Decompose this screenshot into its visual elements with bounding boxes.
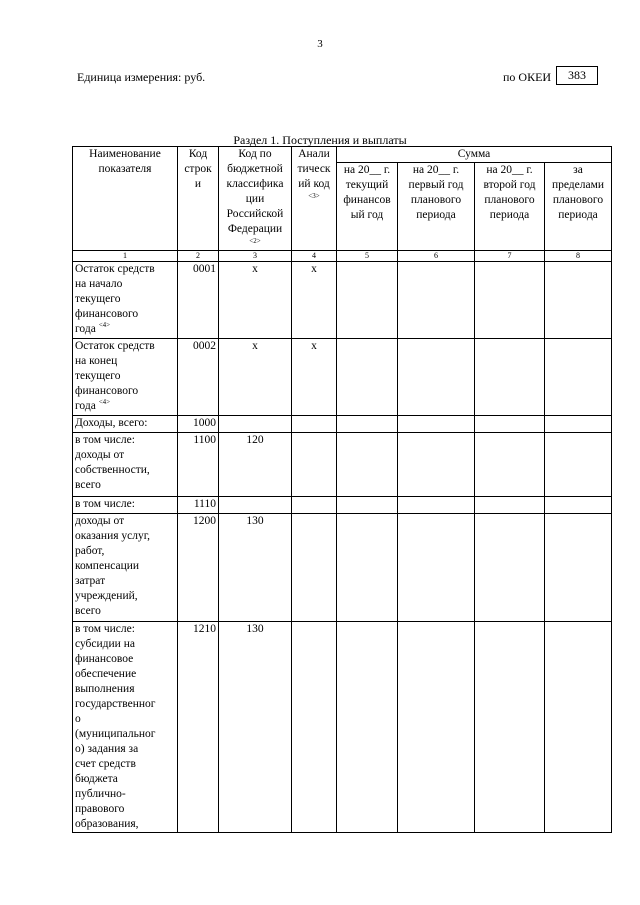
sum-cell[interactable] — [475, 262, 545, 339]
okei-label: по ОКЕИ — [503, 70, 552, 84]
row-analytic-code — [292, 416, 337, 433]
row-analytic-code — [292, 514, 337, 622]
row-name: Доходы, всего: — [73, 416, 178, 433]
sum-cell[interactable] — [475, 416, 545, 433]
row-name: в том числе: доходы от собственности, всего — [73, 433, 178, 497]
header-name: Наименование показателя — [73, 147, 178, 251]
sum-cell[interactable] — [545, 416, 612, 433]
sum-cell[interactable] — [475, 497, 545, 514]
column-number: 3 — [219, 251, 292, 262]
row-code: 1000 — [178, 416, 219, 433]
sum-cell[interactable] — [545, 339, 612, 416]
header-budget-code-text: Код по бюджетной классифика ции Российской Федерации — [226, 148, 284, 235]
row-name-text: Остаток средств на начало текущего финансового года — [75, 263, 155, 335]
column-number: 2 — [178, 251, 219, 262]
column-number-row — [73, 251, 612, 262]
header-budget-code — [219, 147, 292, 251]
header-code: Код строк и — [178, 147, 219, 251]
row-budget-code — [219, 416, 292, 433]
row-budget-code: 130 — [219, 514, 292, 622]
section-title: Раздел 1. Поступления и выплаты — [233, 133, 407, 147]
sum-cell[interactable] — [337, 622, 398, 833]
header-analytic — [292, 147, 337, 251]
sum-cell[interactable] — [545, 433, 612, 497]
table-row — [73, 339, 612, 416]
header-year-2: на 20__ г. первый год планового периода — [398, 163, 475, 251]
row-budget-code — [219, 497, 292, 514]
row-note: <4> — [98, 398, 111, 406]
sum-cell[interactable] — [545, 262, 612, 339]
header-analytic-text: Анали тическ ий код — [297, 148, 331, 190]
sum-cell[interactable] — [545, 622, 612, 833]
row-budget-code: х — [219, 339, 292, 416]
row-code: 1100 — [178, 433, 219, 497]
table-row — [73, 497, 612, 514]
sum-cell[interactable] — [398, 416, 475, 433]
header-beyond: за пределами планового периода — [545, 163, 612, 251]
row-budget-code: х — [219, 262, 292, 339]
row-analytic-code — [292, 622, 337, 833]
sum-cell[interactable] — [475, 622, 545, 833]
row-analytic-code: х — [292, 339, 337, 416]
column-number: 6 — [398, 251, 475, 262]
row-analytic-code — [292, 433, 337, 497]
header-year-3: на 20__ г. второй год планового периода — [475, 163, 545, 251]
column-number: 7 — [475, 251, 545, 262]
row-name: доходы от оказания услуг, работ, компенсации затрат учреждений, всего — [73, 514, 178, 622]
table-row — [73, 416, 612, 433]
column-number: 5 — [337, 251, 398, 262]
row-budget-code: 130 — [219, 622, 292, 833]
sum-cell[interactable] — [398, 433, 475, 497]
sum-cell[interactable] — [398, 497, 475, 514]
okei-code-field[interactable]: 383 — [556, 66, 598, 85]
table-row — [73, 622, 612, 833]
header-sum: Сумма — [337, 147, 612, 163]
sum-cell[interactable] — [475, 339, 545, 416]
table-row — [73, 514, 612, 622]
income-expense-table — [72, 146, 612, 833]
sum-cell[interactable] — [398, 514, 475, 622]
sum-cell[interactable] — [337, 339, 398, 416]
header-analytic-note: <3> — [308, 192, 320, 200]
sum-cell[interactable] — [545, 514, 612, 622]
sum-cell[interactable] — [398, 339, 475, 416]
row-name — [73, 262, 178, 339]
sum-cell[interactable] — [337, 262, 398, 339]
row-code: 1110 — [178, 497, 219, 514]
row-name: в том числе: субсидии на финансовое обеспечение выполнения государственног о (муниципальног о) задания за счет средств бюджета публично- правового образования, — [73, 622, 178, 833]
header-row — [73, 147, 612, 163]
row-analytic-code — [292, 497, 337, 514]
page-number: 3 — [317, 38, 323, 50]
row-note: <4> — [98, 321, 111, 329]
table-row — [73, 262, 612, 339]
sum-cell[interactable] — [398, 622, 475, 833]
row-code: 1200 — [178, 514, 219, 622]
row-name-text: Остаток средств на конец текущего финансового года — [75, 340, 155, 412]
column-number: 4 — [292, 251, 337, 262]
row-analytic-code: х — [292, 262, 337, 339]
table-row — [73, 433, 612, 497]
row-code: 0002 — [178, 339, 219, 416]
sum-cell[interactable] — [337, 416, 398, 433]
sum-cell[interactable] — [337, 514, 398, 622]
row-name: в том числе: — [73, 497, 178, 514]
row-code: 0001 — [178, 262, 219, 339]
row-name — [73, 339, 178, 416]
column-number: 1 — [73, 251, 178, 262]
sum-cell[interactable] — [337, 497, 398, 514]
sum-cell[interactable] — [475, 514, 545, 622]
sum-cell[interactable] — [545, 497, 612, 514]
row-code: 1210 — [178, 622, 219, 833]
header-year-1: на 20__ г. текущий финансов ый год — [337, 163, 398, 251]
sum-cell[interactable] — [398, 262, 475, 339]
row-budget-code: 120 — [219, 433, 292, 497]
sum-cell[interactable] — [337, 433, 398, 497]
unit-label: Единица измерения: руб. — [77, 70, 206, 84]
header-budget-code-note: <2> — [249, 237, 261, 245]
sum-cell[interactable] — [475, 433, 545, 497]
column-number: 8 — [545, 251, 612, 262]
